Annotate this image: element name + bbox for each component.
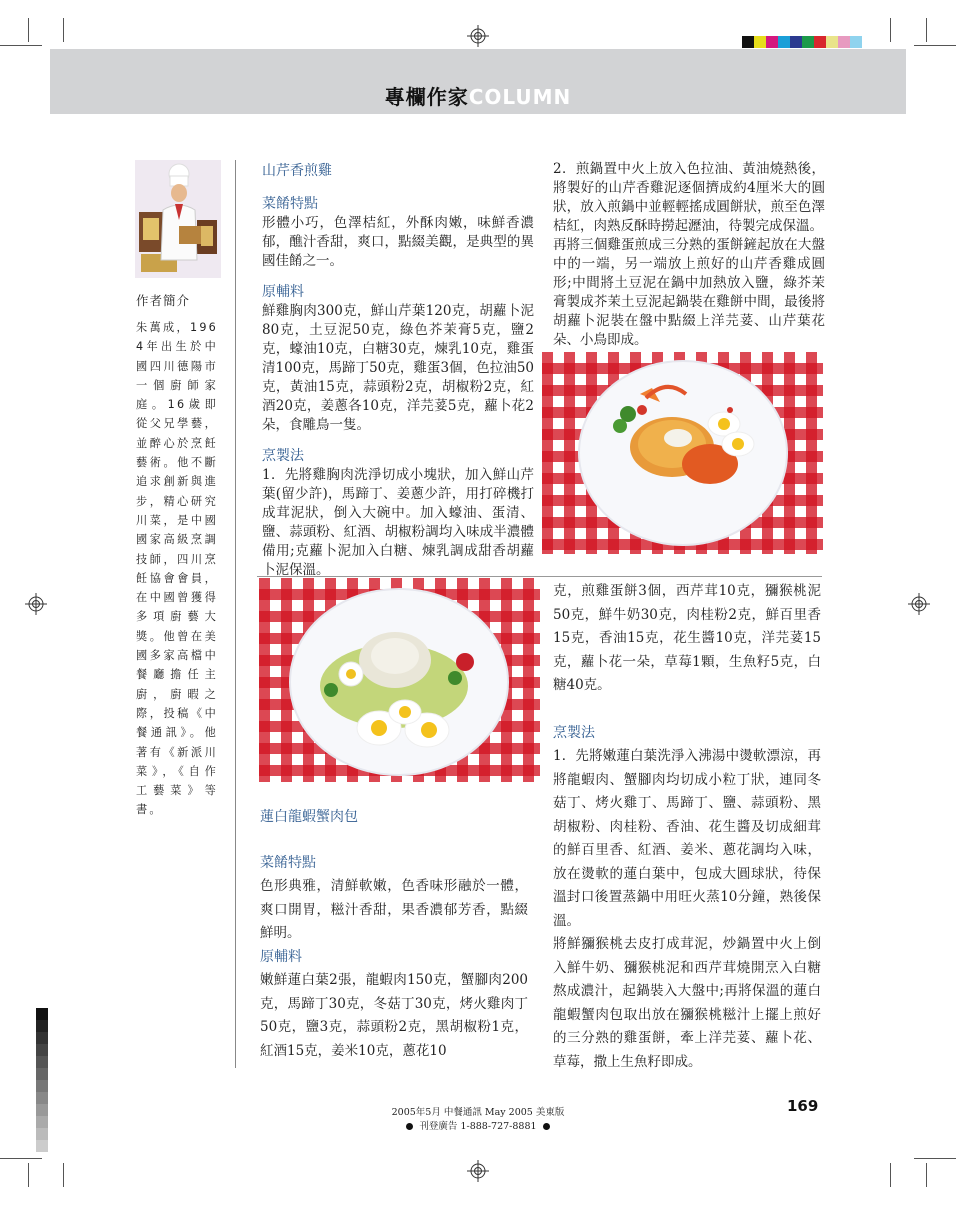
recipe2-feature-heading: 菜餚特點: [260, 854, 316, 871]
header-band: [50, 49, 906, 114]
recipe1-ingredients-text: 鮮雞胸肉300克，鮮山芹葉120克，胡蘿卜泥80克，土豆泥50克，綠色芥茉膏5克，鹽2克，蠔油10克，白糖30克，煉乳10克，雞蛋清100克，馬蹄丁50克，雞蛋3個，色拉油50克，黃油15克，蒜頭粉2克，胡椒粉2克，紅酒20克，姜蔥各10克，洋芫荽5克，蘿卜花2朵，食雕鳥一隻。: [262, 303, 534, 433]
registration-mark-icon: [25, 593, 47, 615]
color-calibration-bar: [742, 36, 862, 48]
recipe1-right-column: [553, 160, 825, 350]
chicken-dish-food: [542, 352, 823, 554]
column-title-zh: 專欄作家: [384, 85, 469, 109]
recipe2-ingredients-heading: 原輔料: [260, 948, 302, 965]
recipe2-method-heading: 烹製法: [553, 724, 595, 741]
recipe1-title: 山芹香煎雞: [262, 163, 332, 179]
crop-mark: [914, 45, 956, 46]
chicken-dish-photo: [542, 352, 823, 554]
recipe2-step2: 將鮮獼猴桃去皮打成茸泥，炒鍋置中火上倒入鮮牛奶、獼猴桃泥和西芹茸燒開烹入白糖熬成濃汁，起鍋裝入大盤中;再將保溫的蓮白龍蝦蟹肉包取出放在獼猴桃糍汁上擺上煎好的三分熟的雞蛋餅，牽上洋芫荽、蘿卜花、草莓，撒上生魚籽即成。: [553, 936, 821, 1070]
registration-mark-icon: [467, 1160, 489, 1182]
crop-mark: [0, 1158, 42, 1159]
author-intro-label: 作者簡介: [136, 293, 191, 308]
registration-mark-icon: [467, 25, 489, 47]
crop-mark: [63, 1163, 64, 1187]
recipe2-ingredients-cont: 克，煎雞蛋餅3個，西芹茸10克，獼猴桃泥50克，鮮牛奶30克，肉桂粉2克，鮮百里香15克，香油15克，花生醬10克，洋芫荽15克，蘿卜花一朵，草莓1顆，生魚籽5克，白糖40克。: [553, 583, 821, 693]
registration-mark-icon: [908, 593, 930, 615]
crop-mark: [890, 1163, 891, 1187]
author-bio: 朱萬成，1964年出生於中國四川德陽市一個廚師家庭。16歲即從父兄學藝，並醉心於烹飪藝術。他不斷追求創新與進步，精心研究川菜，是中國國家高級烹調技師，四川烹飪協會會員，在中國曾獲得多項廚藝大獎。他曾在美國多家高檔中餐廳擔任主廚，廚暇之際，投稿《中餐通訊》。他著有《新派川菜》，《自作工藝菜》等書。: [136, 321, 218, 817]
recipe1-step1: 1．先將雞胸肉洗淨切成小塊狀，加入鮮山芹葉(留少許)，馬蹄丁、姜蔥少許，用打碎機打成茸泥狀，倒入大碗中。加入蠔油、蛋清、鹽、蒜頭粉、紅酒、胡椒粉調均入味成半濃體備用;克蘿卜泥加入白糖、煉乳調成甜香胡蘿卜泥保溫。: [262, 467, 534, 578]
crop-mark: [890, 18, 891, 42]
recipe2-left-column: [260, 806, 528, 1063]
cabbage-lobster-dish-food: [259, 578, 540, 782]
crop-mark: [0, 45, 42, 46]
recipe1-feature-text: 形體小巧，色澤桔紅，外酥肉嫩，味鮮香濃郁，醮汁香甜，爽口，點綴美觀，是典型的異國佳餚之一。: [262, 215, 534, 269]
page-number: 169: [787, 1097, 819, 1115]
bullet-icon: [406, 1123, 413, 1130]
recipe1-step2b: 再將三個雞蛋煎成三分熟的蛋餅鏟起放在大盤中的一端，另一端放上煎好的山芹香雞成圓形;中間將土豆泥在鍋中加熱放入鹽，綠芥茉膏製成芥茉土豆泥起鍋裝在雞餅中間，最後將胡蘿卜泥裝在盤中點綴上洋芫荽、山芹葉花朵、小鳥即成。: [553, 237, 825, 348]
recipe2-ingredients-text: 嫩鮮蓮白葉2張，龍蝦肉150克，蟹腳肉200克，馬蹄丁30克，冬菇丁30克，烤火雞肉丁50克，鹽3克，蒜頭粉2克，黑胡椒粉1克，紅酒15克，姜米10克，蔥花10: [260, 972, 528, 1059]
recipe1-feature-heading: 菜餚特點: [262, 196, 318, 212]
crop-mark: [28, 18, 29, 42]
column-title-en: COLUMN: [468, 85, 572, 109]
recipe2-step1: 1．先將嫩蓮白葉洗淨入沸湯中燙軟漂涼，再將龍蝦肉、蟹腳肉均切成小粒丁狀，連同冬菇丁、烤火雞丁、馬蹄丁、鹽、蒜頭粉、黑胡椒粉、肉桂粉、香油、花生醬及切成細茸的鮮百里香、紅酒、姜米、蔥花調均入味，放在燙軟的蓮白葉中，包成大圓球狀，待保溫封口後置蒸鍋中用旺火蒸10分鐘，熟後保溫。: [553, 748, 821, 929]
recipe2-title: 蓮白龍蝦蟹肉包: [260, 809, 358, 825]
footer-ad-text: 刊登廣告 1-888-727-8881: [419, 1121, 537, 1132]
crop-mark: [926, 1163, 927, 1187]
author-photo: [135, 160, 221, 278]
crop-mark: [63, 18, 64, 42]
column-title: [50, 81, 906, 110]
footer-ad-line: [0, 1118, 956, 1132]
recipe1-ingredients-heading: 原輔料: [262, 284, 304, 300]
recipe1-left-column: [262, 162, 534, 580]
crop-mark: [28, 1163, 29, 1187]
recipe1-step2: 2．煎鍋置中火上放入色拉油、黃油燒熱後，將製好的山芹香雞泥逐個擠成約4厘米大的圓狀，放入煎鍋中並輕輕搖成圓餅狀，煎至色澤桔紅，肉熟反酥時撈起瀝油，待製完成保溫。: [553, 161, 825, 234]
crop-mark: [926, 18, 927, 42]
cabbage-lobster-dish-photo: [259, 578, 540, 782]
footer-issue-line: 2005年5月 中餐通訊 May 2005 美東版: [391, 1107, 565, 1118]
recipe2-right-column: [553, 580, 821, 1074]
recipe2-feature-text: 色形典雅，清鮮軟嫩，色香味形融於一體，爽口開胃，糍汁香甜，果香濃郁芳香，點綴鮮明。: [260, 878, 528, 941]
crop-mark: [914, 1158, 956, 1159]
column-divider: [235, 160, 236, 1068]
recipe1-method-heading: 烹製法: [262, 448, 304, 464]
bullet-icon: [543, 1123, 550, 1130]
